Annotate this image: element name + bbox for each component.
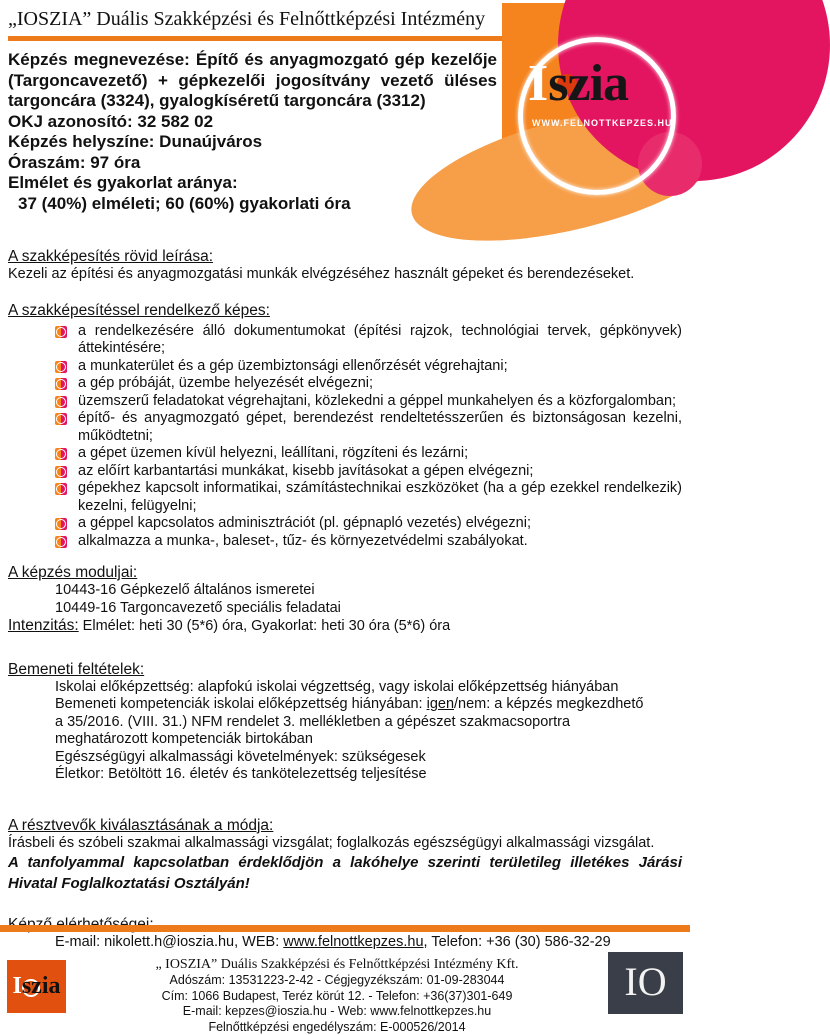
ratio-label: Elmélet és gyakorlat aránya:	[8, 173, 497, 194]
section-title: Intenzitás:	[8, 617, 79, 634]
bullet-logo-icon	[55, 361, 67, 373]
section-body: Kezeli az építési és anyagmozgatási munkák elvégzéséhez használt gépeket és berendezéseket.	[8, 266, 682, 284]
footer-line-address: Cím: 1066 Budapest, Teréz körút 12. - Telefon: +36(37)301-649	[66, 989, 608, 1005]
list-item: a gépet üzemen kívül helyezni, leállítani, rögzíteni és lezárni;	[55, 445, 682, 463]
footer-rule	[0, 925, 690, 932]
section-capabilities	[8, 301, 682, 551]
entry-line: a 35/2016. (VIII. 31.) NFM rendelet 3. mellékletben a gépészet szakmacsoportra	[8, 714, 682, 732]
bullet-logo-icon	[55, 466, 67, 478]
igen-underlined: igen	[427, 696, 454, 712]
list-item: a munkaterület és a gép üzembiztonsági ellenőrzését végrehajtani;	[55, 358, 682, 376]
website-link[interactable]: www.felnottkepzes.hu,	[283, 934, 427, 950]
list-item: a rendelkezésére álló dokumentumokat (építési rajzok, technológiai tervek, gépkönyvek) áttekintésére;	[55, 323, 682, 358]
entry-line: Egészségügyi alkalmassági követelmények: szükségesek	[8, 749, 682, 767]
logo-wordmark	[528, 57, 628, 111]
bullet-logo-icon	[55, 536, 67, 548]
footer	[0, 925, 690, 1035]
section-title: Bemeneti feltételek:	[8, 660, 682, 679]
bullet-logo-icon	[55, 326, 67, 338]
course-name: Képzés megnevezése: Építő és anyagmozgató gép kezelője (Targoncavezető) + gépkezelői jogosítvány vezető üléses targoncára (3324), gyalogkíséretű targoncára (3312)	[8, 50, 497, 112]
section-modules	[8, 563, 682, 617]
contact-office-note: A tanfolyammal kapcsolatban érdeklődjön a lakóhelye szerinti területileg illetékes Járási Hivatal Foglalkoztatási Osztályán!	[8, 852, 682, 894]
section-title: A szakképesítés rövid leírása:	[8, 247, 682, 266]
list-item: a géppel kapcsolatos adminisztrációt (pl. gépnapló vezetés) elvégezni;	[55, 515, 682, 533]
section-title: A képzés moduljai:	[8, 563, 682, 582]
page-title: „IOSZIA” Duális Szakképzési és Felnőttképzési Intézmény	[8, 7, 690, 32]
footer-line-license: Felnőttképzési engedélyszám: E-000526/2014	[66, 1020, 608, 1035]
list-item: gépekhez kapcsolt informatikai, számítástechnikai eszközöket (ha a gép ezekkel rendelkezik) kezelni, felügyelni;	[55, 480, 682, 515]
section-selection-method	[8, 816, 682, 853]
list-item: a gép próbáját, üzembe helyezését elvégezni;	[55, 375, 682, 393]
list-item: üzemszerű feladatokat végrehajtani, közlekedni a géppel munkahelyen és a közforgalomban;	[55, 393, 682, 411]
header-rule	[8, 36, 505, 41]
intensity-value: Elmélet: heti 30 (5*6) óra, Gyakorlat: heti 30 óra (5*6) óra	[79, 618, 451, 634]
bullet-logo-icon	[55, 448, 67, 460]
section-title: A szakképesítéssel rendelkező képes:	[8, 301, 682, 320]
ioszia-logo	[502, 3, 686, 192]
bullet-logo-icon	[55, 413, 67, 425]
section-body: Írásbeli és szóbeli szakmai alkalmassági vizsgálat; foglalkozás egészségügyi alkalmassági vizsgálat.	[8, 835, 682, 853]
section-title: A résztvevők kiválasztásának a módja:	[8, 816, 682, 835]
header	[0, 0, 690, 232]
section-entry-requirements	[8, 660, 682, 784]
bullet-logo-icon	[55, 378, 67, 390]
bullet-logo-icon	[55, 518, 67, 530]
okj-id: OKJ azonosító: 32 582 02	[8, 112, 497, 133]
ratio-value: 37 (40%) elméleti; 60 (60%) gyakorlati óra	[8, 194, 497, 215]
footer-line-tax: Adószám: 13531223-2-42 - Cégjegyzékszám: 01-09-283044	[66, 973, 608, 989]
logo-letter-i: I	[528, 55, 548, 112]
list-item: alkalmazza a munka-, baleset-, tűz- és környezetvédelmi szabályokat.	[55, 533, 682, 551]
footer-company-name: „ IOSZIA” Duális Szakképzési és Felnőttképzési Intézmény Kft.	[66, 956, 608, 973]
entry-line: Életkor: Betöltött 16. életév és tankötelezettség teljesítése	[8, 766, 682, 784]
course-location: Képzés helyszíne: Dunaújváros	[8, 132, 497, 153]
module-item: 10443-16 Gépkezelő általános ismeretei	[8, 582, 682, 600]
module-item: 10449-16 Targoncavezető speciális feladatai	[8, 600, 682, 618]
contact-line: E-mail: nikolett.h@ioszia.hu, WEB: www.felnottkepzes.hu, Telefon: +36 (30) 586-32-29	[8, 934, 682, 952]
entry-line: Iskolai előképzettség: alapfokú iskolai végzettség, vagy iskolai előképzettség hiányában	[8, 679, 682, 697]
bullet-logo-icon	[55, 396, 67, 408]
capability-list	[8, 323, 682, 551]
logo-letters-szia: szia	[548, 55, 628, 112]
list-item: az előírt karbantartási munkákat, kisebb javításokat a gépen elvégezni;	[55, 463, 682, 481]
section-short-description	[8, 247, 682, 284]
footer-ioszia-logo: Iszia	[7, 960, 66, 1013]
bullet-logo-icon	[55, 483, 67, 495]
list-item: építő- és anyagmozgató gépet, berendezést rendeltetésszerűen és biztonságosan kezelni, működtetni;	[55, 410, 682, 445]
logo-url: WWW.FELNOTTKEPZES.HU	[532, 118, 673, 128]
main-content	[8, 247, 682, 952]
course-hours: Óraszám: 97 óra	[8, 153, 497, 174]
footer-io-badge: IO	[608, 952, 683, 1014]
footer-company-info	[66, 956, 608, 1035]
footer-line-email-web: E-mail: kepzes@ioszia.hu - Web: www.felnottkepzes.hu	[66, 1004, 608, 1020]
entry-line: Bemeneti kompetenciák iskolai előképzettség hiányában: igen/nem: a képzés megkezdhető	[8, 696, 682, 714]
section-intensity	[8, 617, 682, 636]
entry-line: meghatározott kompetenciák birtokában	[8, 731, 682, 749]
